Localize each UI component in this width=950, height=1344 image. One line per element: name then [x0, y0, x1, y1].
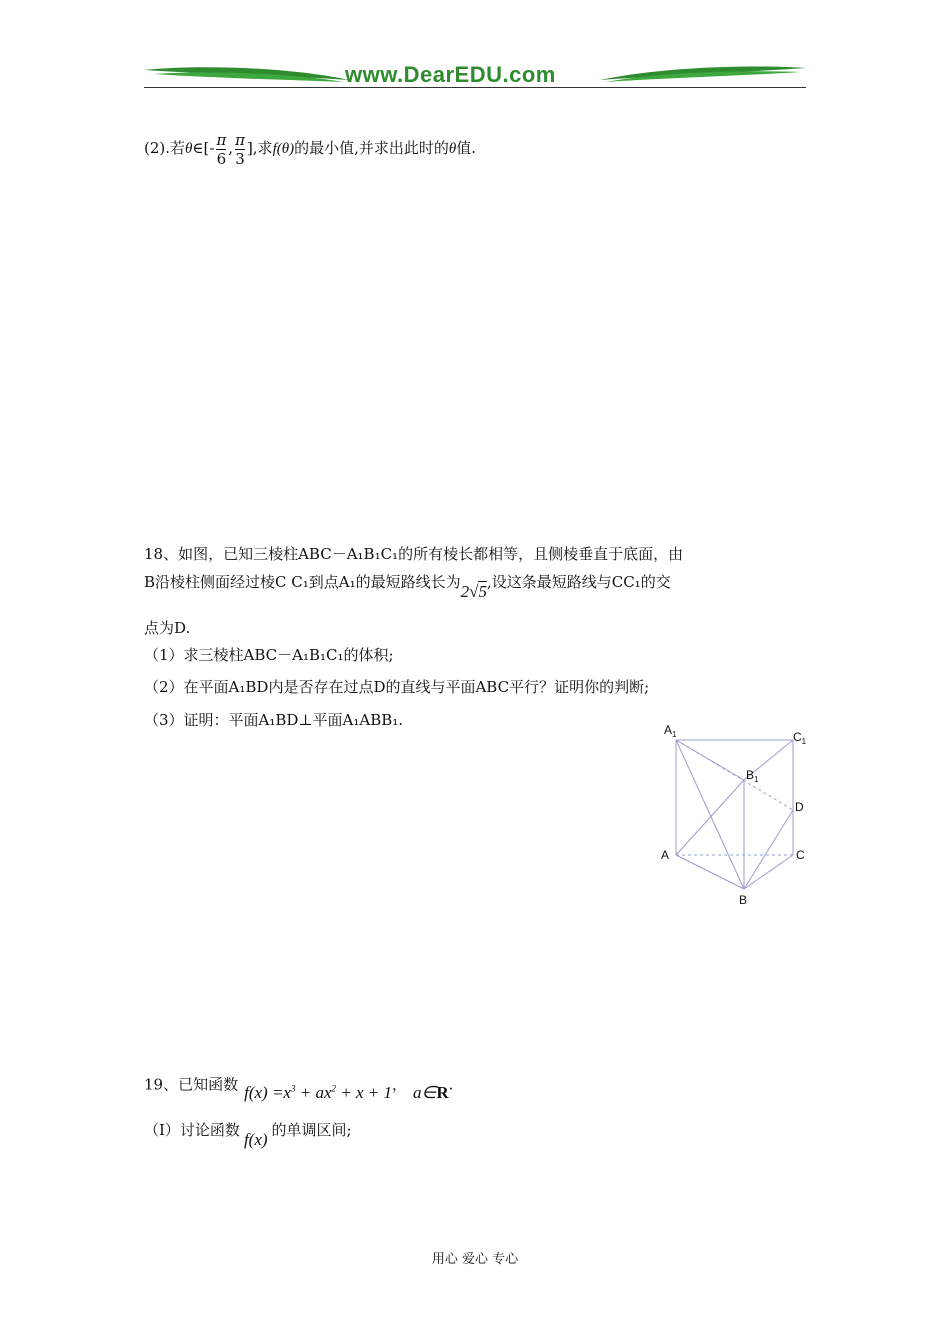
q19-part1: （Ⅰ）讨论函数 f(x) 的单调区间;: [144, 1121, 352, 1149]
q18-line1: 18、如图，已知三棱柱ABC－A₁B₁C₁的所有棱长都相等，且侧棱垂直于底面，由: [144, 545, 684, 563]
q19-statement: 19、已知函数 $f(x) =x^3 + ax^2 + x + 1$， a∈R.: [144, 1075, 454, 1102]
fraction-pi-over-3: $\frac{\pi}{3}$: [235, 130, 245, 168]
header-rule: [144, 87, 806, 88]
label-A1: $A_1$: [664, 723, 677, 739]
edge-b-c: [744, 855, 793, 889]
line-a-b1: [676, 780, 744, 855]
site-logo: www.DearEDU.com: [345, 62, 556, 87]
prism-figure: [650, 718, 820, 913]
function-fx: f(x): [243, 1130, 268, 1149]
q18-line3: 点为D.: [144, 619, 191, 637]
q18-part2: （2）在平面A₁BD内是否存在过点D的直线与平面ABC平行？证明你的判断;: [144, 678, 650, 696]
header-right-swoosh: [600, 62, 806, 88]
label-D: D: [795, 800, 804, 814]
domain-a-in-R: a∈R: [413, 1082, 449, 1102]
label-C1: $C_1$: [793, 730, 807, 746]
line-b-d: [744, 810, 793, 889]
q17-part2: (2).若θ∈[- $\frac{\pi}{6}$ , $\frac{\pi}{3}$ ],求f(θ)的最小值,并求出此时的θ值.: [144, 130, 477, 168]
fraction-pi-over-6: $\frac{\pi}{6}$: [216, 130, 227, 168]
header-left-swoosh: [144, 62, 349, 88]
label-C: C: [796, 848, 805, 862]
q18-part1: （1）求三棱柱ABC－A₁B₁C₁的体积;: [144, 646, 394, 664]
page-footer: 用心 爱心 专心: [431, 1252, 519, 1267]
label-A: A: [661, 848, 670, 862]
q18-part3: （3）证明：平面A₁BD⊥平面A₁ABB₁.: [144, 711, 404, 729]
label-B1: $B_1$: [746, 768, 759, 784]
q18-line2: B沿棱柱侧面经过棱C C₁到点A₁的最短路线长为2√5,设这条最短路线与CC₁的交: [144, 573, 671, 601]
edge-a-b: [676, 855, 744, 889]
function-definition: $f(x) =x^3 + ax^2 + x + 1$: [244, 1082, 392, 1102]
line-a1-d-hidden: [676, 740, 793, 810]
label-B: B: [739, 893, 748, 907]
sqrt-expression: 2√5: [460, 582, 487, 601]
line-a1-b: [676, 740, 744, 889]
